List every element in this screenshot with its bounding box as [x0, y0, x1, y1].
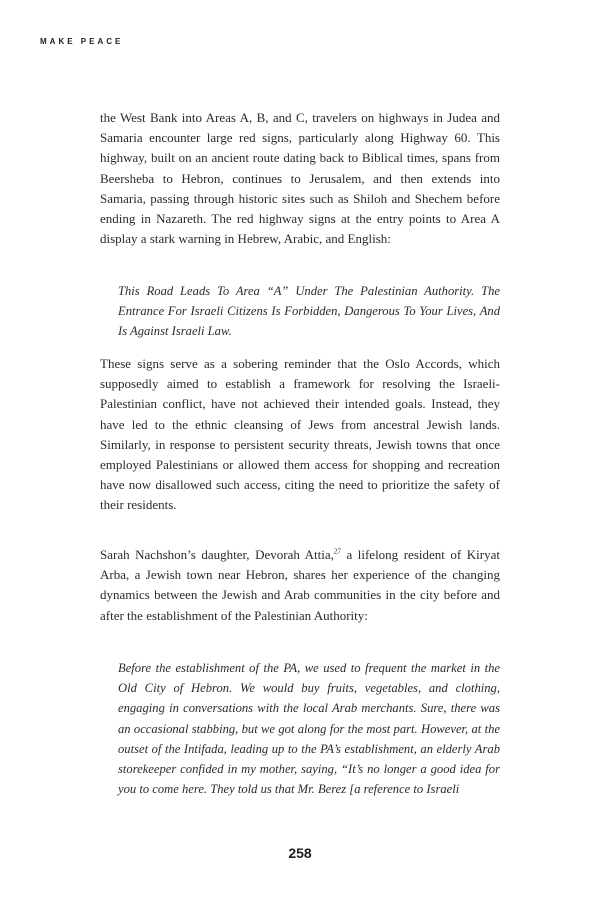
footnote-reference[interactable]: 27	[333, 547, 341, 556]
block-quote-2	[118, 658, 500, 799]
page-number: 258	[288, 845, 312, 861]
quote-text: Before the establishment of the PA, we used to frequent the market in the Old City of Hebron. We would buy fruits, vegetables, and clothing, engaging in conversations with the local Arab merchants. Sure, there was an occasional stabbing, but we got along for the most part. However, at the outset of the Intifada, leading up to the PA’s establishment, an elderly Arab storekeeper confided in my mother, saying, “It’s no longer a good idea for you to come here. They told us that Mr. Berez [a reference to Israeli	[118, 661, 500, 797]
block-quote-1	[118, 281, 500, 342]
paragraph-text	[100, 545, 500, 626]
body-paragraph-1	[100, 108, 500, 249]
quote-text: This Road Leads To Area “A” Under The Palestinian Authority. The Entrance For Israeli Citizens Is Forbidden, Dangerous To Your Lives, And Is Against Israeli Law.	[118, 284, 500, 339]
body-paragraph-2	[100, 354, 500, 516]
paragraph-text: the West Bank into Areas A, B, and C, travelers on highways in Judea and Samaria encounter large red signs, particularly along Highway 60. This highway, built on an ancient route dating back to Biblical times, spans from Beersheba to Hebron, continues to Jerusalem, and then extends into Samaria, passing through historic sites such as Shiloh and Shechem before ending in Nazareth. The red highway signs at the entry points to Area A display a stark warning in Hebrew, Arabic, and English:	[100, 110, 500, 247]
paragraph-text-start: Sarah Nachshon’s daughter, Devorah Attia,	[100, 547, 334, 562]
paragraph-text: These signs serve as a sobering reminder that the Oslo Accords, which supposedly aimed to establish a framework for resolving the Israeli-Palestinian conflict, have not achieved their intended goals. Instead, they have led to the ethnic cleansing of Jews from ancestral Jewish lands. Similarly, in response to persistent security threats, Jewish towns that once employed Palestinians or allowed them access for shopping and recreation have now disallowed such access, citing the need to prioritize the safety of their residents.	[100, 356, 500, 513]
running-head-title: MAKE PEACE	[40, 37, 124, 46]
body-paragraph-3	[100, 545, 500, 626]
paragraph-text-end: a lifelong resident of Kiryat Arba, a Jewish town near Hebron, shares her experience of the changing dynamics between the Jewish and Arab communities in the city before and after the establishment of the Palestinian Authority:	[100, 547, 500, 623]
